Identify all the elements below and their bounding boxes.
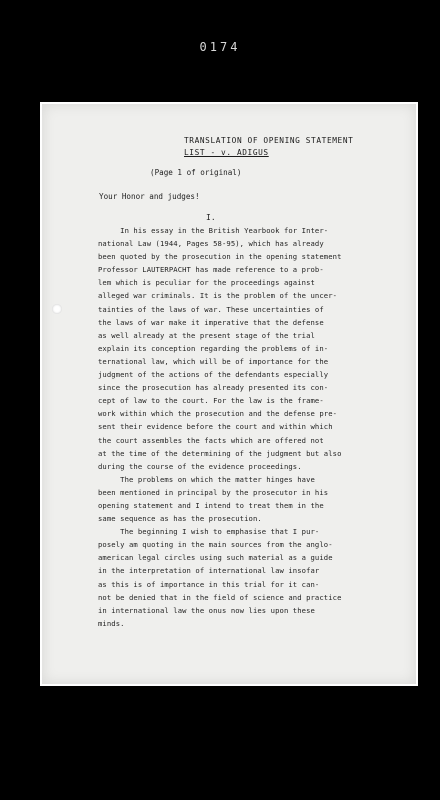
frame-number-label: 0174 [199,40,241,54]
text-line: opening statement and I intend to treat them in the [98,500,324,510]
text-line: since the prosecution has already presented its con- [98,383,329,393]
text-line: at the time of the determining of the judgment but also [98,448,342,458]
text-line: explain its conception regarding the problems of in- [98,343,329,353]
text-line: in the interpretation of international law insofar [98,566,320,576]
text-line: judgment of the actions of the defendants especially [98,370,329,380]
text-line: been mentioned in principal by the prosecutor in his [98,487,329,497]
text-line: american legal circles using such material as a guide [98,553,333,563]
page-note: (Page 1 of original) [150,168,242,177]
punch-hole [52,304,62,314]
section-number: I. [206,213,216,222]
text-line: as well already at the present stage of the trial [98,330,315,340]
text-line: the laws of war make it imperative that the defense [98,317,324,327]
body-text [98,224,342,630]
text-line: lem which is peculiar for the proceedings against [98,278,315,288]
text-line: The problems on which the matter hinges have [98,474,315,484]
text-line: The beginning I wish to emphasise that I pur- [98,527,320,537]
title-line-1: TRANSLATION OF OPENING STATEMENT [184,136,354,145]
text-line: been quoted by the prosecution in the opening statement [98,252,342,262]
text-line: not be denied that in the field of science and practice [98,592,342,602]
text-line: as this is of importance in this trial for it can- [98,579,320,589]
document-title [184,135,353,159]
text-line: posely am quoting in the main sources from the anglo- [98,540,333,550]
text-line: national Law (1944, Pages 58-95), which has already [98,239,324,249]
text-line: sent their evidence before the court and within which [98,422,333,432]
text-line: ternational law, which will be of importance for the [98,356,329,366]
text-line: Professor LAUTERPACHT has made reference to a prob- [98,265,324,275]
text-line: the court assembles the facts which are offered not [98,435,324,445]
text-line: tainties of the laws of war. These uncertainties of [98,304,324,314]
text-line: minds. [98,618,125,628]
salutation: Your Honor and judges! [99,192,200,201]
text-line: during the course of the evidence proceedings. [98,461,302,471]
text-line: work within which the prosecution and the defense pre- [98,409,338,419]
text-line: cept of law to the court. For the law is the frame- [98,396,324,406]
text-line: same sequence as has the prosecution. [98,514,262,524]
text-line: alleged war criminals. It is the problem of the uncer- [98,291,338,301]
text-line: in international law the onus now lies upon these [98,605,315,615]
text-line: In his essay in the British Yearbook for Inter- [98,226,329,235]
title-line-2: LIST - v. ADIGUS [184,148,269,157]
